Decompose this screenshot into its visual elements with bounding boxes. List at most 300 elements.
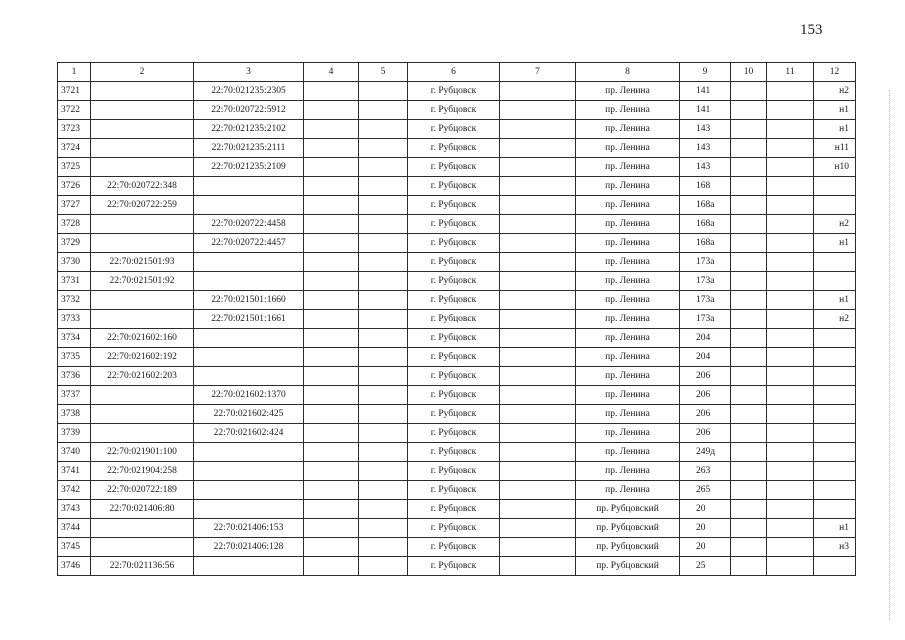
table-cell-col1: 3737 — [58, 386, 91, 405]
table-cell-col7 — [500, 234, 576, 253]
table-cell-col6: г. Рубцовск — [408, 177, 500, 196]
table-cell-col11 — [767, 272, 814, 291]
table-cell-col6: г. Рубцовск — [408, 462, 500, 481]
table-row — [58, 462, 856, 481]
table-cell-col9: 263 — [680, 462, 731, 481]
table-cell-col8: пр. Ленина — [576, 481, 680, 500]
table-cell-col7 — [500, 538, 576, 557]
table-cell-col6: г. Рубцовск — [408, 215, 500, 234]
table-cell-col2 — [91, 158, 194, 177]
table-cell-col8: пр. Ленина — [576, 158, 680, 177]
table-cell-col7 — [500, 481, 576, 500]
table-cell-col12: н2 — [814, 215, 856, 234]
table-cell-col9: 173а — [680, 310, 731, 329]
table-cell-col11 — [767, 177, 814, 196]
table-cell-col10 — [731, 120, 767, 139]
table-cell-col9: 206 — [680, 424, 731, 443]
table-cell-col5 — [359, 215, 408, 234]
table-cell-col12: н1 — [814, 291, 856, 310]
table-row — [58, 177, 856, 196]
table-cell-col5 — [359, 557, 408, 576]
table-cell-col7 — [500, 177, 576, 196]
table-row — [58, 405, 856, 424]
table-cell-col12: н1 — [814, 234, 856, 253]
table-cell-col4 — [304, 82, 359, 101]
table-cell-col11 — [767, 481, 814, 500]
table-cell-col5 — [359, 177, 408, 196]
table-cell-col6: г. Рубцовск — [408, 519, 500, 538]
table-cell-col3: 22:70:021235:2109 — [194, 158, 304, 177]
table-cell-col3 — [194, 272, 304, 291]
table-cell-col9: 206 — [680, 367, 731, 386]
table-cell-col10 — [731, 424, 767, 443]
table-cell-col11 — [767, 82, 814, 101]
table-cell-col8: пр. Ленина — [576, 443, 680, 462]
table-cell-col11 — [767, 139, 814, 158]
table-cell-col9: 143 — [680, 158, 731, 177]
table-cell-col1: 3745 — [58, 538, 91, 557]
table-cell-col10 — [731, 538, 767, 557]
table-cell-col11 — [767, 443, 814, 462]
table-cell-col8: пр. Ленина — [576, 253, 680, 272]
table-cell-col3 — [194, 557, 304, 576]
table-cell-col8: пр. Ленина — [576, 272, 680, 291]
table-cell-col6: г. Рубцовск — [408, 120, 500, 139]
table-cell-col4 — [304, 253, 359, 272]
column-header-3: 3 — [194, 63, 304, 82]
table-cell-col4 — [304, 557, 359, 576]
table-cell-col6: г. Рубцовск — [408, 443, 500, 462]
table-cell-col5 — [359, 196, 408, 215]
table-cell-col4 — [304, 177, 359, 196]
property-registry-table — [57, 62, 856, 576]
table-cell-col10 — [731, 177, 767, 196]
table-cell-col7 — [500, 120, 576, 139]
table-cell-col6: г. Рубцовск — [408, 196, 500, 215]
table-cell-col2 — [91, 234, 194, 253]
table-row — [58, 158, 856, 177]
table-cell-col8: пр. Ленина — [576, 120, 680, 139]
table-cell-col5 — [359, 101, 408, 120]
table-row — [58, 272, 856, 291]
table-cell-col4 — [304, 519, 359, 538]
table-cell-col11 — [767, 424, 814, 443]
table-cell-col9: 141 — [680, 101, 731, 120]
table-cell-col5 — [359, 519, 408, 538]
table-cell-col1: 3725 — [58, 158, 91, 177]
table-cell-col10 — [731, 158, 767, 177]
table-cell-col3 — [194, 500, 304, 519]
table-cell-col7 — [500, 367, 576, 386]
table-cell-col2: 22:70:021136:56 — [91, 557, 194, 576]
table-cell-col9: 173а — [680, 272, 731, 291]
table-cell-col3: 22:70:021235:2102 — [194, 120, 304, 139]
table-cell-col11 — [767, 329, 814, 348]
table-cell-col12 — [814, 329, 856, 348]
table-cell-col8: пр. Ленина — [576, 196, 680, 215]
column-header-2: 2 — [91, 63, 194, 82]
table-cell-col9: 20 — [680, 500, 731, 519]
table-cell-col10 — [731, 272, 767, 291]
table-row — [58, 538, 856, 557]
table-row — [58, 329, 856, 348]
table-cell-col11 — [767, 101, 814, 120]
table-row — [58, 348, 856, 367]
table-cell-col10 — [731, 291, 767, 310]
table-cell-col9: 204 — [680, 348, 731, 367]
table-cell-col2 — [91, 101, 194, 120]
table-cell-col6: г. Рубцовск — [408, 234, 500, 253]
table-cell-col5 — [359, 500, 408, 519]
table-cell-col12: н11 — [814, 139, 856, 158]
table-cell-col6: г. Рубцовск — [408, 557, 500, 576]
table-cell-col12 — [814, 196, 856, 215]
table-cell-col6: г. Рубцовск — [408, 481, 500, 500]
table-cell-col7 — [500, 310, 576, 329]
table-cell-col5 — [359, 158, 408, 177]
table-row — [58, 481, 856, 500]
table-cell-col4 — [304, 291, 359, 310]
table-cell-col8: пр. Ленина — [576, 139, 680, 158]
table-cell-col2 — [91, 139, 194, 158]
table-cell-col3: 22:70:021501:1661 — [194, 310, 304, 329]
table-cell-col3: 22:70:021602:1370 — [194, 386, 304, 405]
table-cell-col2 — [91, 405, 194, 424]
table-cell-col8: пр. Ленина — [576, 462, 680, 481]
table-cell-col1: 3743 — [58, 500, 91, 519]
column-header-11: 11 — [767, 63, 814, 82]
table-cell-col5 — [359, 272, 408, 291]
table-cell-col7 — [500, 291, 576, 310]
table-cell-col1: 3735 — [58, 348, 91, 367]
table-cell-col4 — [304, 329, 359, 348]
table-cell-col11 — [767, 405, 814, 424]
table-cell-col6: г. Рубцовск — [408, 253, 500, 272]
table-cell-col7 — [500, 272, 576, 291]
table-cell-col6: г. Рубцовск — [408, 101, 500, 120]
table-cell-col7 — [500, 443, 576, 462]
table-cell-col11 — [767, 120, 814, 139]
table-cell-col9: 141 — [680, 82, 731, 101]
table-cell-col8: пр. Ленина — [576, 177, 680, 196]
table-cell-col5 — [359, 329, 408, 348]
table-cell-col2: 22:70:021602:160 — [91, 329, 194, 348]
table-cell-col4 — [304, 139, 359, 158]
table-cell-col1: 3727 — [58, 196, 91, 215]
table-cell-col12 — [814, 557, 856, 576]
table-cell-col5 — [359, 481, 408, 500]
table-cell-col8: пр. Ленина — [576, 234, 680, 253]
table-cell-col12: н2 — [814, 82, 856, 101]
table-cell-col5 — [359, 405, 408, 424]
table-cell-col2 — [91, 538, 194, 557]
table-cell-col5 — [359, 120, 408, 139]
table-cell-col2: 22:70:020722:259 — [91, 196, 194, 215]
table-cell-col10 — [731, 310, 767, 329]
table-cell-col4 — [304, 196, 359, 215]
table-row — [58, 215, 856, 234]
table-cell-col3 — [194, 348, 304, 367]
table-cell-col1: 3733 — [58, 310, 91, 329]
table-cell-col8: пр. Ленина — [576, 424, 680, 443]
table-cell-col9: 168а — [680, 234, 731, 253]
table-cell-col12 — [814, 386, 856, 405]
table-cell-col10 — [731, 348, 767, 367]
table-cell-col7 — [500, 462, 576, 481]
table-cell-col2 — [91, 424, 194, 443]
table-cell-col10 — [731, 234, 767, 253]
table-cell-col2: 22:70:021501:93 — [91, 253, 194, 272]
table-cell-col9: 20 — [680, 519, 731, 538]
table-cell-col8: пр. Ленина — [576, 291, 680, 310]
table-cell-col9: 265 — [680, 481, 731, 500]
column-header-10: 10 — [731, 63, 767, 82]
table-cell-col3: 22:70:020722:5912 — [194, 101, 304, 120]
table-cell-col8: пр. Рубцовский — [576, 557, 680, 576]
table-cell-col2: 22:70:021904:258 — [91, 462, 194, 481]
table-cell-col5 — [359, 253, 408, 272]
table-cell-col9: 173а — [680, 291, 731, 310]
table-cell-col3 — [194, 177, 304, 196]
table-cell-col1: 3738 — [58, 405, 91, 424]
table-cell-col7 — [500, 557, 576, 576]
table-cell-col1: 3730 — [58, 253, 91, 272]
table-cell-col2: 22:70:021602:203 — [91, 367, 194, 386]
table-cell-col8: пр. Ленина — [576, 405, 680, 424]
table-cell-col6: г. Рубцовск — [408, 329, 500, 348]
table-cell-col11 — [767, 253, 814, 272]
table-cell-col4 — [304, 367, 359, 386]
table-row — [58, 500, 856, 519]
table-row — [58, 253, 856, 272]
table-cell-col3: 22:70:021602:425 — [194, 405, 304, 424]
table-cell-col1: 3723 — [58, 120, 91, 139]
table-cell-col1: 3740 — [58, 443, 91, 462]
table-cell-col8: пр. Ленина — [576, 82, 680, 101]
table-cell-col1: 3724 — [58, 139, 91, 158]
table-cell-col9: 25 — [680, 557, 731, 576]
column-header-5: 5 — [359, 63, 408, 82]
table-cell-col3 — [194, 329, 304, 348]
table-cell-col8: пр. Ленина — [576, 215, 680, 234]
table-cell-col7 — [500, 158, 576, 177]
table-cell-col2 — [91, 120, 194, 139]
table-cell-col9: 20 — [680, 538, 731, 557]
table-cell-col3 — [194, 481, 304, 500]
table-cell-col10 — [731, 139, 767, 158]
table-cell-col6: г. Рубцовск — [408, 82, 500, 101]
table-cell-col6: г. Рубцовск — [408, 367, 500, 386]
table-cell-col3: 22:70:021235:2111 — [194, 139, 304, 158]
table-cell-col11 — [767, 500, 814, 519]
table-row — [58, 519, 856, 538]
table-cell-col1: 3732 — [58, 291, 91, 310]
table-cell-col3: 22:70:021235:2305 — [194, 82, 304, 101]
table-header-row — [58, 63, 856, 82]
table-cell-col2: 22:70:020722:348 — [91, 177, 194, 196]
table-cell-col4 — [304, 405, 359, 424]
table-cell-col8: пр. Рубцовский — [576, 500, 680, 519]
table-cell-col11 — [767, 215, 814, 234]
table-cell-col5 — [359, 424, 408, 443]
table-cell-col6: г. Рубцовск — [408, 291, 500, 310]
table-cell-col5 — [359, 291, 408, 310]
table-cell-col1: 3728 — [58, 215, 91, 234]
table-cell-col4 — [304, 272, 359, 291]
table-cell-col8: пр. Ленина — [576, 367, 680, 386]
table-cell-col8: пр. Ленина — [576, 310, 680, 329]
table-cell-col2 — [91, 215, 194, 234]
table-cell-col12 — [814, 424, 856, 443]
table-cell-col1: 3746 — [58, 557, 91, 576]
column-header-12: 12 — [814, 63, 856, 82]
table-cell-col1: 3741 — [58, 462, 91, 481]
table-cell-col2: 22:70:021406:80 — [91, 500, 194, 519]
table-cell-col2 — [91, 291, 194, 310]
table-cell-col2: 22:70:021901:100 — [91, 443, 194, 462]
table-cell-col6: г. Рубцовск — [408, 139, 500, 158]
table-cell-col3: 22:70:021406:128 — [194, 538, 304, 557]
table-cell-col12: н1 — [814, 101, 856, 120]
table-row — [58, 424, 856, 443]
table-cell-col1: 3734 — [58, 329, 91, 348]
table-cell-col10 — [731, 519, 767, 538]
table-cell-col4 — [304, 158, 359, 177]
table-cell-col9: 143 — [680, 120, 731, 139]
table-cell-col4 — [304, 443, 359, 462]
table-cell-col7 — [500, 196, 576, 215]
table-cell-col12 — [814, 481, 856, 500]
table-row — [58, 139, 856, 158]
table-cell-col4 — [304, 101, 359, 120]
table-cell-col11 — [767, 386, 814, 405]
table-row — [58, 443, 856, 462]
table-cell-col12: н10 — [814, 158, 856, 177]
table-cell-col7 — [500, 139, 576, 158]
table-cell-col6: г. Рубцовск — [408, 158, 500, 177]
table-cell-col12 — [814, 500, 856, 519]
table-cell-col3: 22:70:021602:424 — [194, 424, 304, 443]
table-cell-col4 — [304, 348, 359, 367]
table-cell-col4 — [304, 215, 359, 234]
table-cell-col8: пр. Ленина — [576, 329, 680, 348]
table-cell-col11 — [767, 538, 814, 557]
column-header-6: 6 — [408, 63, 500, 82]
table-cell-col7 — [500, 519, 576, 538]
table-cell-col9: 173а — [680, 253, 731, 272]
table-cell-col10 — [731, 462, 767, 481]
margin-marks — [889, 90, 892, 620]
table-cell-col4 — [304, 120, 359, 139]
table-cell-col5 — [359, 82, 408, 101]
table-cell-col7 — [500, 329, 576, 348]
table-cell-col4 — [304, 234, 359, 253]
table-cell-col12 — [814, 462, 856, 481]
table-cell-col2 — [91, 310, 194, 329]
table-cell-col3 — [194, 196, 304, 215]
table-row — [58, 310, 856, 329]
table-row — [58, 101, 856, 120]
table-cell-col9: 206 — [680, 386, 731, 405]
column-header-4: 4 — [304, 63, 359, 82]
table-cell-col5 — [359, 462, 408, 481]
table-cell-col4 — [304, 481, 359, 500]
table-cell-col5 — [359, 348, 408, 367]
table-cell-col10 — [731, 443, 767, 462]
table-cell-col11 — [767, 196, 814, 215]
table-cell-col12 — [814, 405, 856, 424]
table-row — [58, 386, 856, 405]
table-cell-col9: 168 — [680, 177, 731, 196]
table-cell-col5 — [359, 310, 408, 329]
table-cell-col12 — [814, 253, 856, 272]
table-cell-col12 — [814, 367, 856, 386]
table-cell-col10 — [731, 253, 767, 272]
table-cell-col8: пр. Рубцовский — [576, 519, 680, 538]
table-cell-col10 — [731, 405, 767, 424]
table-cell-col4 — [304, 500, 359, 519]
table-cell-col1: 3742 — [58, 481, 91, 500]
table-cell-col12: н1 — [814, 519, 856, 538]
table-cell-col4 — [304, 424, 359, 443]
table-cell-col1: 3722 — [58, 101, 91, 120]
table-row — [58, 120, 856, 139]
table-cell-col3: 22:70:020722:4458 — [194, 215, 304, 234]
table-cell-col10 — [731, 481, 767, 500]
table-cell-col7 — [500, 215, 576, 234]
table-cell-col11 — [767, 348, 814, 367]
table-cell-col4 — [304, 386, 359, 405]
table-cell-col9: 249д — [680, 443, 731, 462]
table-cell-col11 — [767, 158, 814, 177]
table-row — [58, 291, 856, 310]
table-cell-col10 — [731, 557, 767, 576]
table-cell-col3 — [194, 253, 304, 272]
table-cell-col1: 3731 — [58, 272, 91, 291]
table-cell-col8: пр. Ленина — [576, 386, 680, 405]
table-cell-col12 — [814, 177, 856, 196]
table-cell-col3 — [194, 367, 304, 386]
table-cell-col5 — [359, 538, 408, 557]
table-cell-col4 — [304, 310, 359, 329]
table-cell-col12 — [814, 272, 856, 291]
table-cell-col6: г. Рубцовск — [408, 500, 500, 519]
table-cell-col12: н3 — [814, 538, 856, 557]
table-cell-col1: 3739 — [58, 424, 91, 443]
table-cell-col9: 204 — [680, 329, 731, 348]
table-cell-col10 — [731, 215, 767, 234]
table-row — [58, 82, 856, 101]
table-cell-col3: 22:70:021501:1660 — [194, 291, 304, 310]
table-cell-col4 — [304, 462, 359, 481]
table-row — [58, 557, 856, 576]
table-cell-col11 — [767, 557, 814, 576]
column-header-9: 9 — [680, 63, 731, 82]
table-cell-col5 — [359, 443, 408, 462]
table-cell-col12 — [814, 443, 856, 462]
table-cell-col7 — [500, 405, 576, 424]
page-number: 153 — [800, 22, 823, 38]
table-cell-col10 — [731, 386, 767, 405]
table-cell-col9: 206 — [680, 405, 731, 424]
table-cell-col9: 143 — [680, 139, 731, 158]
table-row — [58, 196, 856, 215]
table-cell-col4 — [304, 538, 359, 557]
table-cell-col11 — [767, 519, 814, 538]
table-cell-col10 — [731, 196, 767, 215]
table-cell-col5 — [359, 139, 408, 158]
table-cell-col5 — [359, 367, 408, 386]
